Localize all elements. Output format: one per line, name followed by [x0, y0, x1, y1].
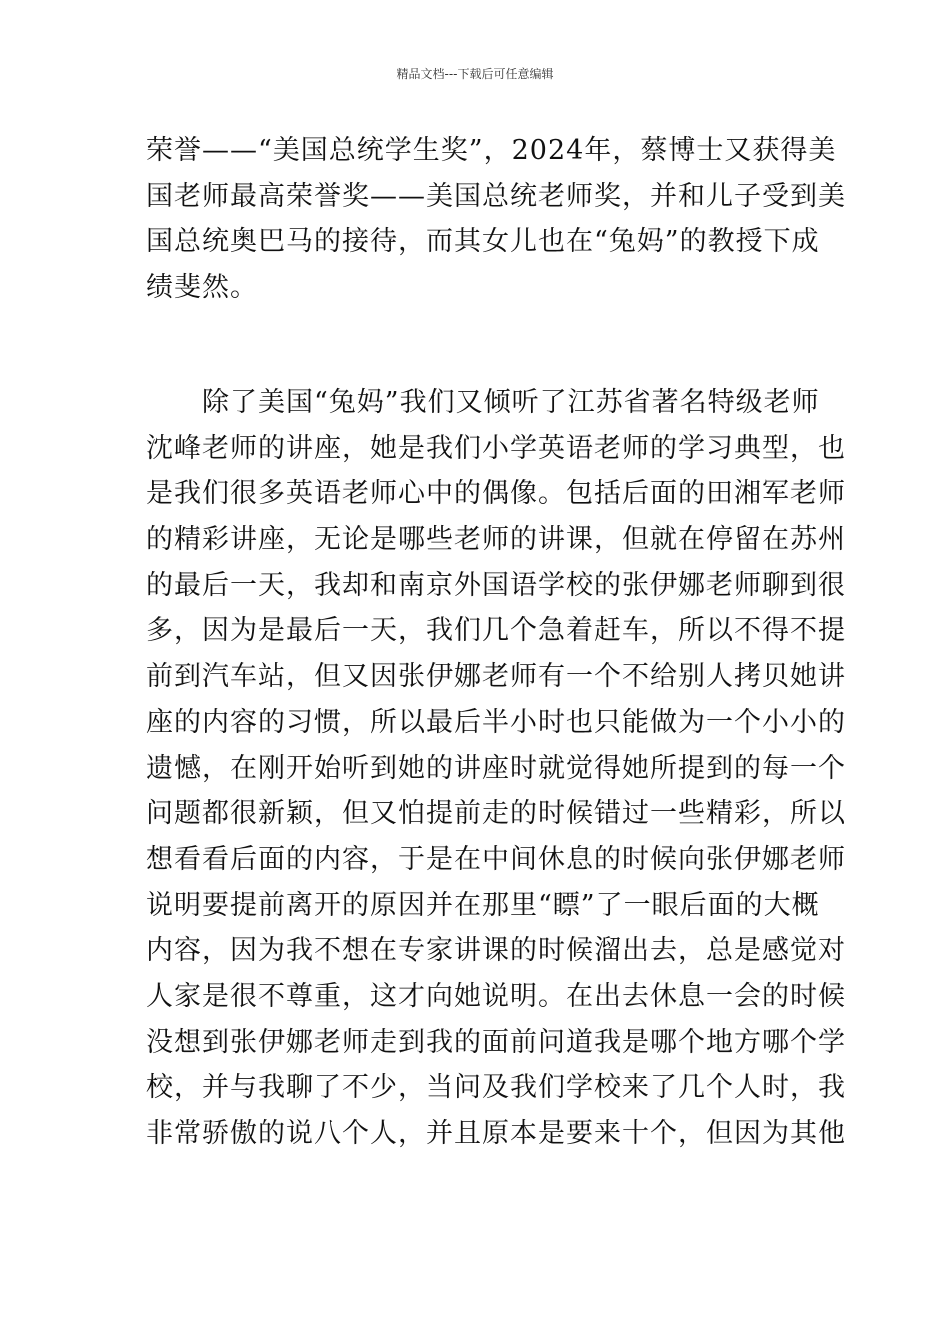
text-line: 是我们很多英语老师心中的偶像。包括后面的田湘军老师 — [146, 478, 846, 510]
text-line: 没想到张伊娜老师走到我的面前问道我是哪个地方哪个学 — [146, 1026, 846, 1058]
text-line: 非常骄傲的说八个人，并且原本是要来十个，但因为其他 — [146, 1118, 846, 1149]
text-line: 荣誉——“美国总统学生奖”，2024年，蔡博士又获得美 — [146, 135, 837, 166]
text-line: 内容，因为我不想在专家讲课的时候溜出去，总是感觉对 — [146, 935, 846, 967]
page-header: 精品文档---下载后可任意编辑 — [396, 67, 554, 81]
text-line: 前到汽车站，但又因张伊娜老师有一个不给别人拷贝她讲 — [146, 661, 846, 693]
text-line: 遗憾，在刚开始听到她的讲座时就觉得她所提到的每一个 — [146, 752, 846, 784]
text-line: 说明要提前离开的原因并在那里“瞟”了一眼后面的大概 — [146, 889, 820, 921]
text-line: 绩斐然。 — [146, 272, 258, 304]
text-line: 沈峰老师的讲座，她是我们小学英语老师的学习典型，也 — [146, 432, 846, 464]
text-line: 除了美国“兔妈”我们又倾听了江苏省著名特级老师 — [146, 387, 820, 418]
text-line: 想看看后面的内容，于是在中间休息的时候向张伊娜老师 — [146, 843, 846, 875]
text-line: 校，并与我聊了不少，当问及我们学校来了几个人时，我 — [146, 1072, 846, 1104]
text-line: 国总统奥巴马的接待，而其女儿也在“兔妈”的教授下成 — [146, 226, 820, 258]
paragraph-1 — [146, 128, 846, 311]
text-line: 座的内容的习惯，所以最后半小时也只能做为一个小小的 — [146, 706, 846, 738]
text-line: 国老师最高荣誉奖——美国总统老师奖，并和儿子受到美 — [146, 180, 846, 212]
text-line: 的精彩讲座，无论是哪些老师的讲课，但就在停留在苏州 — [146, 524, 846, 556]
text-line: 人家是很不尊重，这才向她说明。在出去休息一会的时候 — [146, 980, 846, 1012]
text-line: 问题都很新颖，但又怕提前走的时候错过一些精彩，所以 — [146, 798, 846, 830]
text-line: 多，因为是最后一天，我们几个急着赶车，所以不得不提 — [146, 615, 846, 647]
text-line: 的最后一天，我却和南京外国语学校的张伊娜老师聊到很 — [146, 569, 846, 601]
paragraph-2 — [146, 380, 846, 1157]
